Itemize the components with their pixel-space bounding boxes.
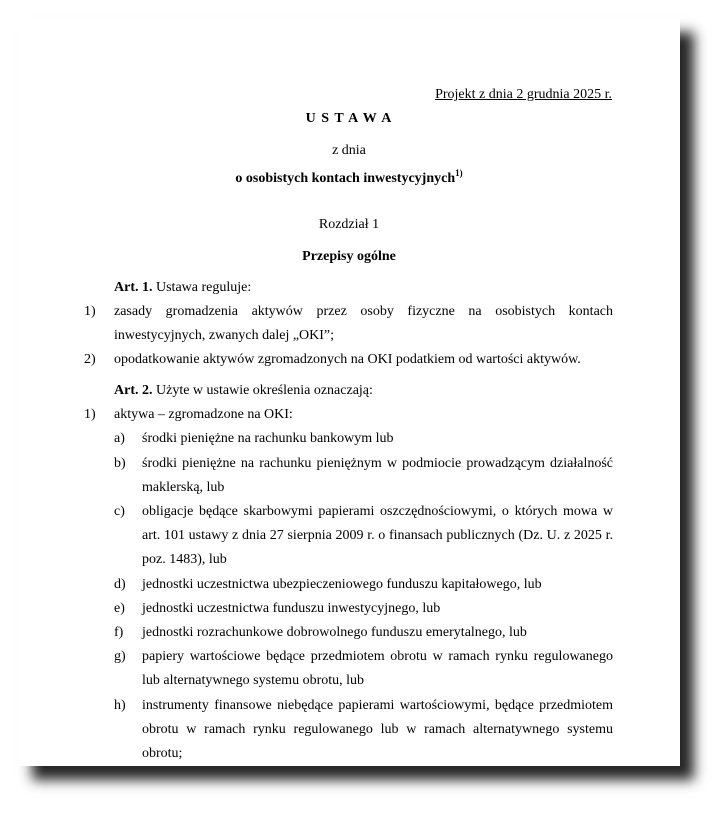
footnote-marker: 1) (455, 168, 463, 178)
art1-item1-text: zasady gromadzenia aktywów przez osoby fizyczne na osobistych kontach inwestycyjnych, zwanych dalej „OKI”; (114, 304, 613, 343)
subitem-a-text: środki pieniężne na rachunku bankowym lub (142, 431, 394, 446)
act-subtitle: o osobistych kontach inwestycyjnych$^{1)}$ (235, 168, 463, 186)
subitem-h-text: instrumenty finansowe niebędące papierami wartościowymi, będące przedmiotem obrotu w ramach rynku regulowanego lub w ramach alternatywnego systemu obrotu; (142, 698, 613, 761)
subitem-b-num: b) (114, 456, 126, 471)
subitem-c-text: obligacje będące skarbowymi papierami oszczędnościowymi, o których mowa w art. 101 ustawy z dnia 27 sierpnia 2009 r. o finansach publicznych (Dz. U. z 2025 r. poz. 1483), lub (142, 504, 613, 567)
subitem-d-num: d) (114, 577, 126, 592)
chapter-name: Przepisy ogólne (302, 249, 396, 264)
art1-item2-num: 2) (84, 352, 96, 367)
art1-item2-text: opodatkowanie aktywów zgromadzonych na OKI podatkiem od wartości aktywów. (114, 352, 581, 367)
art2-item1-num: 1) (84, 407, 96, 422)
subitem-b-text: środki pieniężne na rachunku pieniężnym w podmiocie prowadzącym działalność maklerską, lub (142, 456, 613, 495)
chapter-number: Rozdział 1 (318, 217, 380, 232)
act-title: U S T A W A (305, 111, 393, 126)
subitem-a-num: a) (114, 431, 125, 446)
art1-intro: Art. 1. Ustawa reguluje: (114, 280, 252, 295)
subitem-e-text: jednostki uczestnictwa funduszu inwestycyjnego, lub (142, 601, 441, 616)
subitem-d-text: jednostki uczestnictwa ubezpieczeniowego funduszu kapitałowego, lub (142, 577, 542, 592)
act-date-line: z dnia (332, 143, 366, 158)
subitem-g-num: g) (114, 649, 126, 664)
subitem-h-num: h) (114, 698, 126, 713)
subitem-e-num: e) (114, 601, 125, 616)
art1-item1-num: 1) (84, 304, 96, 319)
art2-item1-text: aktywa – zgromadzone na OKI: (114, 407, 293, 422)
subitem-g-text: papiery wartościowe będące przedmiotem obrotu w ramach rynku regulowanego lub alternatywnego systemu obrotu, lub (142, 649, 613, 688)
document-page (18, 18, 680, 766)
subitem-f-num: f) (114, 625, 124, 640)
art2-intro: Art. 2. Użyte w ustawie określenia oznaczają: (114, 383, 373, 398)
project-date: Projekt z dnia 2 grudnia 2025 r. (435, 87, 612, 102)
subitem-c-num: c) (114, 504, 125, 519)
subitem-f-text: jednostki rozrachunkowe dobrowolnego funduszu emerytalnego, lub (142, 625, 527, 640)
